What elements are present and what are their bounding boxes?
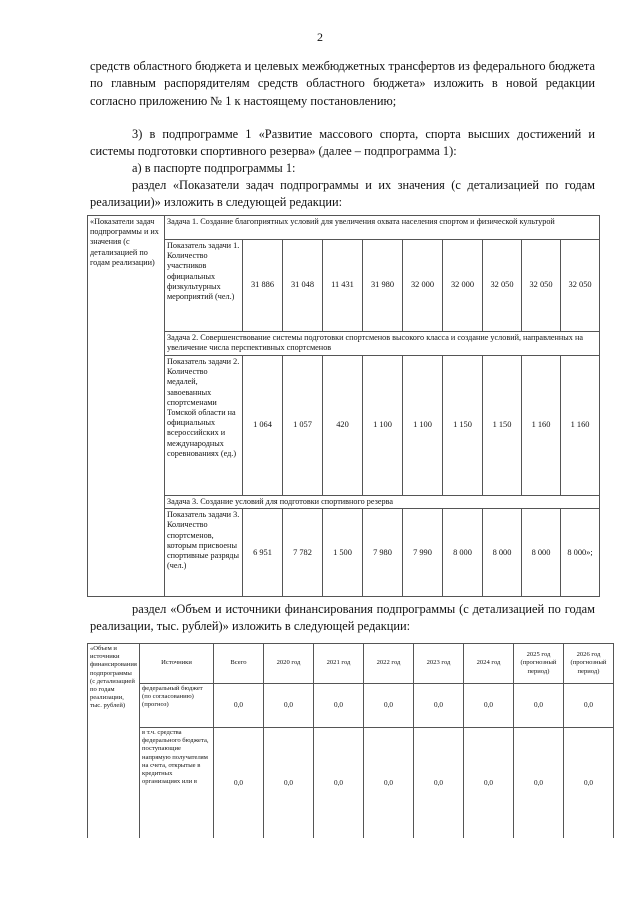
funding-table bbox=[87, 643, 614, 838]
value-cell: 32 050 bbox=[522, 240, 561, 332]
value-cell: 7 990 bbox=[403, 509, 443, 597]
indicator-3-cell: Показатель задачи 3. Количество спортсменов, которым присвоены спортивные разряды (чел.) bbox=[165, 509, 243, 597]
value-cell: 0,0 bbox=[564, 684, 614, 728]
value-cell: 0,0 bbox=[314, 728, 364, 838]
value-cell: 420 bbox=[323, 356, 363, 496]
value-cell: 32 000 bbox=[403, 240, 443, 332]
value-cell: 1 064 bbox=[243, 356, 283, 496]
value-cell: 11 431 bbox=[323, 240, 363, 332]
header-cell: Источники bbox=[140, 644, 214, 684]
page-number: 2 bbox=[317, 30, 323, 44]
paragraph-passport: а) в паспорте подпрограммы 1: bbox=[132, 161, 296, 175]
indicator-2-cell: Показатель задачи 2. Количество медалей, завоеванных спортсменами Томской области на официальных всероссийских и международных соревнованиях (ед.) bbox=[165, 356, 243, 496]
value-cell: 1 150 bbox=[443, 356, 483, 496]
value-cell: 31 048 bbox=[283, 240, 323, 332]
row-header-cell: «Объем и источники финансирования подпрограммы (с детализацией по годам реализации, тыс. рублей) bbox=[88, 644, 140, 838]
table-row bbox=[88, 644, 614, 684]
value-cell: 32 000 bbox=[443, 240, 483, 332]
task-1-cell: Задача 1. Создание благоприятных условий для увеличения охвата населения спортом и физической культурой bbox=[165, 216, 600, 240]
task-2-cell: Задача 2. Совершенствование системы подготовки спортсменов высокого класса и создание условий, направленных на увеличение числа перспективных спортсменов bbox=[165, 332, 600, 356]
indicators-table bbox=[87, 215, 600, 597]
value-cell: 6 951 bbox=[243, 509, 283, 597]
value-cell: 32 050 bbox=[561, 240, 600, 332]
table-row bbox=[88, 332, 600, 356]
value-cell: 0,0 bbox=[464, 684, 514, 728]
value-cell: 1 057 bbox=[283, 356, 323, 496]
table-row bbox=[88, 684, 614, 728]
value-cell: 0,0 bbox=[414, 684, 464, 728]
value-cell: 8 000 bbox=[522, 509, 561, 597]
value-cell: 0,0 bbox=[514, 684, 564, 728]
value-cell: 1 500 bbox=[323, 509, 363, 597]
table-row bbox=[88, 216, 600, 240]
value-cell: 8 000»; bbox=[561, 509, 600, 597]
paragraph-section-funding: раздел «Объем и источники финансирования подпрограммы (с детализацией по годам реализации, тыс. рублей)» изложить в следующей редакции: bbox=[90, 602, 595, 634]
value-cell: 0,0 bbox=[414, 728, 464, 838]
table-row bbox=[88, 356, 600, 496]
paragraph-subprogram-1: 3) в подпрограмме 1 «Развитие массового спорта, спорта высших достижений и системы подготовки спортивного резерва» (далее – подпрограмма 1): bbox=[90, 127, 595, 159]
value-cell: 0,0 bbox=[364, 684, 414, 728]
value-cell: 1 160 bbox=[561, 356, 600, 496]
header-cell: 2025 год (прогнозный период) bbox=[514, 644, 564, 684]
table-row bbox=[88, 240, 600, 332]
value-cell: 7 782 bbox=[283, 509, 323, 597]
header-cell: 2022 год bbox=[364, 644, 414, 684]
value-cell: 0,0 bbox=[564, 728, 614, 838]
value-cell: 0,0 bbox=[214, 684, 264, 728]
source-label-cell: в т.ч. средства федерального бюджета, поступающие напрямую получателям на счета, открытые в кредитных организациях или в bbox=[140, 728, 214, 838]
table-row bbox=[88, 509, 600, 597]
value-cell: 0,0 bbox=[464, 728, 514, 838]
header-cell: 2021 год bbox=[314, 644, 364, 684]
header-cell: 2023 год bbox=[414, 644, 464, 684]
paragraph-section-indicators: раздел «Показатели задач подпрограммы и их значения (с детализацией по годам реализации)» изложить в следующей редакции: bbox=[90, 178, 595, 210]
indicator-1-cell: Показатель задачи 1. Количество участников официальных физкультурных мероприятий (чел.) bbox=[165, 240, 243, 332]
value-cell: 8 000 bbox=[483, 509, 522, 597]
value-cell: 32 050 bbox=[483, 240, 522, 332]
value-cell: 0,0 bbox=[264, 728, 314, 838]
table-row bbox=[88, 496, 600, 509]
table-row bbox=[88, 728, 614, 838]
value-cell: 7 980 bbox=[363, 509, 403, 597]
row-header-cell: «Показатели задач подпрограммы и их значения (с детализацией по годам реализации) bbox=[88, 216, 165, 597]
value-cell: 0,0 bbox=[214, 728, 264, 838]
header-cell: 2020 год bbox=[264, 644, 314, 684]
value-cell: 31 886 bbox=[243, 240, 283, 332]
value-cell: 0,0 bbox=[514, 728, 564, 838]
paragraph-intro: средств областного бюджета и целевых межбюджетных трансфертов из федерального бюджета по главным распорядителям средств областного бюджета» изложить в новой редакции согласно приложению № 1 к настоящему постановлению; bbox=[90, 59, 595, 108]
header-cell: Всего bbox=[214, 644, 264, 684]
value-cell: 1 100 bbox=[363, 356, 403, 496]
header-cell: 2024 год bbox=[464, 644, 514, 684]
value-cell: 1 100 bbox=[403, 356, 443, 496]
value-cell: 31 980 bbox=[363, 240, 403, 332]
value-cell: 0,0 bbox=[264, 684, 314, 728]
value-cell: 8 000 bbox=[443, 509, 483, 597]
value-cell: 1 160 bbox=[522, 356, 561, 496]
header-cell: 2026 год (прогнозный период) bbox=[564, 644, 614, 684]
task-3-cell: Задача 3. Создание условий для подготовки спортивного резерва bbox=[165, 496, 600, 509]
value-cell: 0,0 bbox=[314, 684, 364, 728]
source-label-cell: федеральный бюджет (по согласованию) (прогноз) bbox=[140, 684, 214, 728]
value-cell: 1 150 bbox=[483, 356, 522, 496]
value-cell: 0,0 bbox=[364, 728, 414, 838]
